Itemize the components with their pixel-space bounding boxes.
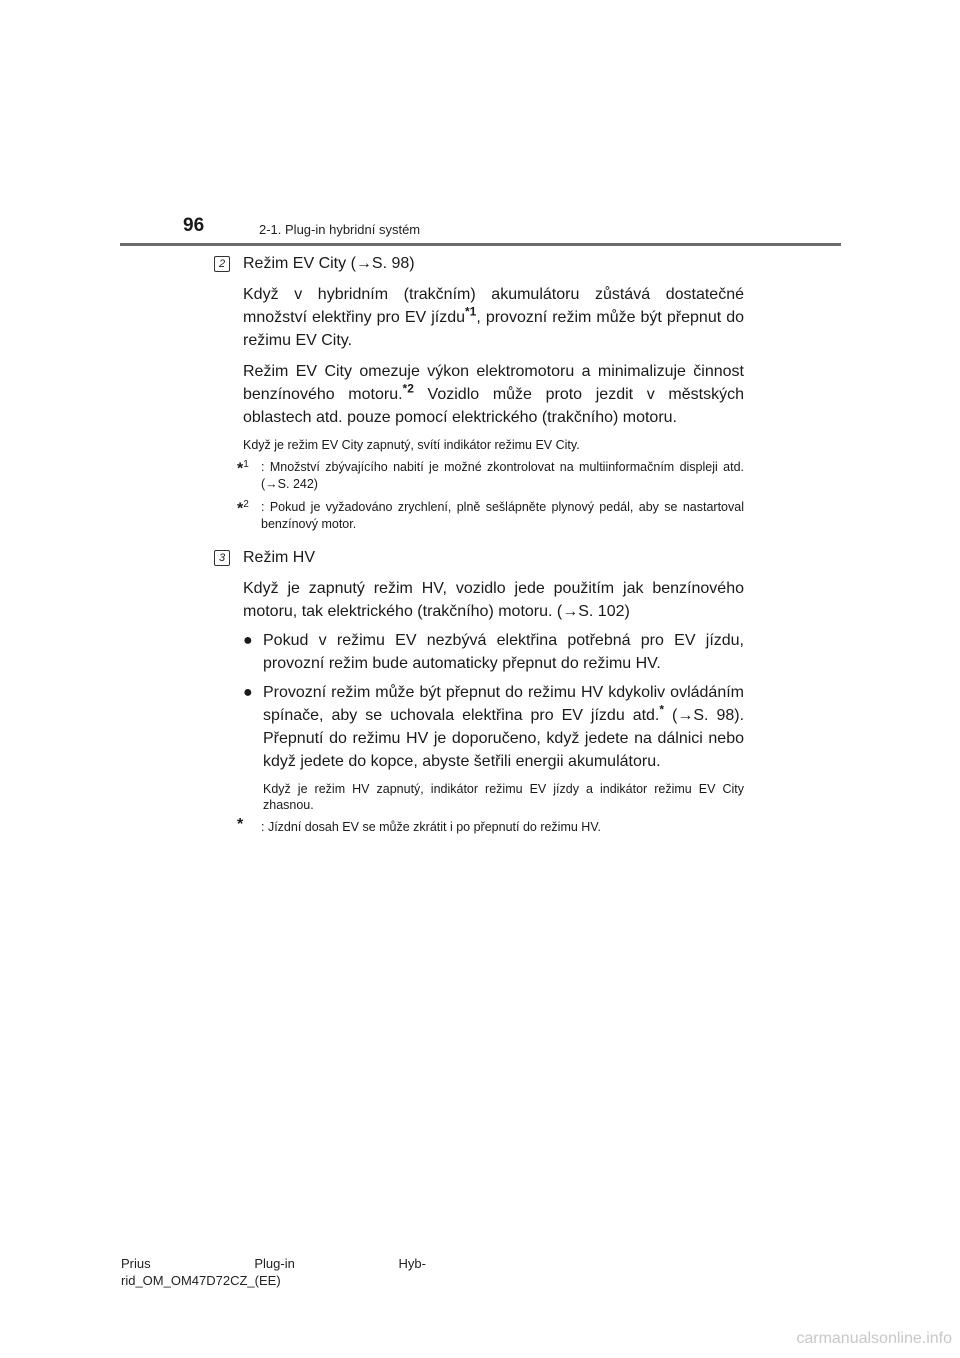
footnote-mark: *	[237, 816, 244, 833]
item-title: Režim EV City (→S. 98)	[243, 255, 415, 272]
footnote: *$^2$ : Pokud je vyžadováno zrychlení, plně sešlápněte plynový pedál, aby se nastartoval benzínový motor.	[243, 499, 744, 533]
watermark[interactable]: carmanualsonline.info	[796, 1330, 952, 1347]
footnote: * : Jízdní dosah EV se může zkrátit i po přepnutí do režimu HV.	[237, 816, 601, 834]
item-number-badge: 2	[214, 256, 230, 272]
item-title: Režim HV	[243, 549, 316, 566]
footnote-ref: *1	[465, 304, 477, 319]
note: Když je režim EV City zapnutý, svítí indikátor režimu EV City.	[243, 438, 580, 452]
page-content	[214, 253, 744, 836]
section-header: 2-1. Plug-in hybridní systém	[259, 222, 421, 237]
footnote-ref: *2	[402, 381, 414, 396]
note: Když je režim HV zapnutý, indikátor režimu EV jízdy a indikátor režimu EV City zhasnou.	[263, 782, 744, 812]
bullet-icon: ●	[243, 684, 253, 701]
footnote-mark: *$^2$	[237, 499, 249, 518]
footnote: *$^1$ : Množství zbývajícího nabití je možné zkontrolovat na multiinformačním displeji atd. (→S. 242)	[243, 459, 744, 493]
footnote-mark: *$^1$	[237, 459, 249, 478]
item-hv	[214, 547, 744, 836]
item-number-badge: 3	[214, 550, 230, 566]
page-number: 96	[183, 215, 205, 236]
paragraph: Když v hybridním (trakčním) akumulátoru zůstává dostatečné množství elektřiny pro EV jízdu$^{*1}$, provozní režim může být přepnut do režimu EV City.	[243, 286, 745, 349]
paragraph: Režim EV City omezuje výkon elektromotoru a minimalizuje činnost benzínového motoru.$^{*2}$ Vozidlo může proto jezdit v městských oblastech atd. pouze pomocí elektrického (trakčního) motoru.	[243, 363, 744, 426]
bullet-item: ● Pokud v režimu EV nezbývá elektřina potřebná pro EV jízdu, provozní režim bude automaticky přepnut do režimu HV.	[243, 629, 744, 675]
document-footer: Prius Plug-in Hyb- rid_OM_OM47D72CZ_(EE)	[121, 1256, 426, 1288]
bullet-item: ● Provozní režim může být přepnut do režimu HV kdykoliv ovládáním spínače, aby se uchovala elektřina pro EV jízdu atd.* (→S. 98). Přepnutí do režimu HV je doporučeno, když jedete na dálnici nebo když jedete do kopce, abyste šetřili energii akumulátoru.	[243, 681, 744, 773]
bullet-icon: ●	[243, 632, 253, 649]
item-ev-city	[214, 253, 744, 533]
header-rule	[120, 243, 841, 246]
footnote-ref: *	[659, 702, 665, 717]
paragraph: Když je zapnutý režim HV, vozidlo jede použitím jak benzínového motoru, tak elektrického (trakčního) motoru. (→S. 102)	[243, 580, 744, 620]
